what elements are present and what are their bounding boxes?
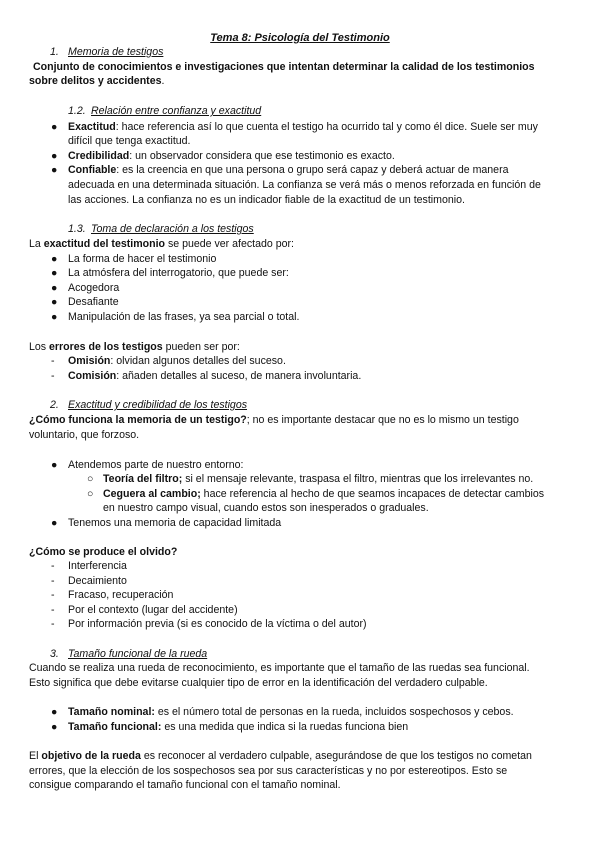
section-1-2-heading: Relación entre confianza y exactitud (91, 105, 262, 117)
dash-marker: - (51, 355, 55, 367)
list-item-memory: Tenemos una memoria de capacidad limitada (68, 517, 282, 529)
error-item-omision: Omisión: olvidan algunos detalles del suceso. (68, 355, 286, 367)
section-1-heading: Memoria de testigos (68, 46, 164, 58)
dash-marker: - (51, 560, 55, 572)
section-1-3-heading: Toma de declaración a los testigos (91, 223, 254, 235)
subitem-ceguera-cambio: Ceguera al cambio; hace referencia al hecho de que seamos incapaces de detectar cambios (103, 488, 545, 500)
section-1-intro-line-1: Conjunto de conocimientos e investigaciones que intentan determinar la calidad de los testimonios (33, 61, 535, 73)
final-paragraph-line-2: errores, que la elección de los sospechosos sea por sus características y no por estereotipos. Esto se (29, 765, 508, 777)
bullet-icon: ● (51, 311, 58, 323)
bullet-icon: ● (51, 459, 58, 471)
dash-marker: - (51, 589, 55, 601)
bullet-icon: ● (51, 121, 58, 133)
section-3-paragraph-line-2: Esto significa que debe evitarse cualquier tipo de error en la identificación del verdadero culpable. (29, 677, 488, 689)
section-1-3-lead: La exactitud del testimonio se puede ver afectado por: (29, 238, 294, 250)
section-2-number: 2. (50, 399, 59, 411)
list-item-exactitud: Exactitud: hace referencia así lo que cuenta el testigo ha ocurrido tal y como él dice. Suele ser muy (68, 121, 538, 133)
list-item: Desafiante (68, 296, 119, 308)
subitem-teoria-filtro: Teoría del filtro; si el mensaje relevante, traspasa el filtro, mientras que los irrelevantes no. (103, 473, 534, 485)
bullet-icon: ● (51, 267, 58, 279)
page-title: Tema 8: Psicología del Testimonio (210, 32, 390, 44)
section-1-3-number: 1.3. (68, 223, 86, 235)
final-paragraph-line-1: El objetivo de la rueda es reconocer al verdadero culpable, asegurándose de que los testigos no cometan (29, 750, 532, 762)
section-3-number: 3. (50, 648, 59, 660)
dash-marker: - (51, 618, 55, 630)
forget-item: Por información previa (si es conocido de la víctima o del autor) (68, 618, 367, 630)
bullet-icon: ● (51, 721, 58, 733)
error-item-comision: Comisión: añaden detalles al suceso, de manera involuntaria. (68, 370, 362, 382)
section-3-heading: Tamaño funcional de la rueda (68, 648, 208, 660)
dash-marker: - (51, 604, 55, 616)
bullet-icon: ● (51, 296, 58, 308)
section-1-2-number: 1.2. (68, 105, 86, 117)
list-item: La forma de hacer el testimonio (68, 253, 217, 265)
bullet-icon: ● (51, 706, 58, 718)
section-1-intro-line-2: sobre delitos y accidentes. (29, 75, 165, 87)
forget-question: ¿Cómo se produce el olvido? (29, 546, 178, 558)
forget-item: Decaimiento (68, 575, 127, 587)
section-3-paragraph-line-1: Cuando se realiza una rueda de reconocimiento, es importante que el tamaño de las ruedas sea funcional. (29, 662, 530, 674)
section-1-number: 1. (50, 46, 59, 58)
circle-bullet-icon: ○ (87, 488, 94, 500)
list-item-confiable: Confiable: es la creencia en que una persona o grupo será capaz y deberá actuar de manera (68, 164, 509, 176)
section-2-question-cont: voluntario, que forzoso. (29, 429, 140, 441)
bullet-icon: ● (51, 517, 58, 529)
errors-lead: Los errores de los testigos pueden ser por: (29, 341, 240, 353)
bullet-icon: ● (51, 253, 58, 265)
list-item-exactitud-cont: difícil que tenga exactitud. (68, 135, 191, 147)
list-item-attend: Atendemos parte de nuestro entorno: (68, 459, 244, 471)
forget-item: Fracaso, recuperación (68, 589, 174, 601)
list-item: La atmósfera del interrogatorio, que puede ser: (68, 267, 289, 279)
section-2-question: ¿Cómo funciona la memoria de un testigo?; no es importante destacar que no es lo mismo un testigo (29, 414, 519, 426)
subitem-ceguera-cambio-cont: en nuestro campo visual, cuando estos son inesperados o graduales. (103, 502, 429, 514)
forget-item: Por el contexto (lugar del accidente) (68, 604, 238, 616)
final-paragraph-line-3: consigue comparando el tamaño funcional con el tamaño nominal. (29, 779, 341, 791)
list-item-credibilidad: Credibilidad: un observador considera que ese testimonio es exacto. (68, 150, 395, 162)
list-item-confiable-cont-1: adecuada en una determinada situación. La confianza se verá más o menos reforzada en función de (68, 179, 541, 191)
bullet-icon: ● (51, 164, 58, 176)
dash-marker: - (51, 370, 55, 382)
list-item-tamano-funcional: Tamaño funcional: es una medida que indica si la ruedas funciona bien (68, 721, 409, 733)
list-item: Manipulación de las frases, ya sea parcial o total. (68, 311, 300, 323)
list-item-confiable-cont-2: las acciones. La confianza no es un indicador fiable de la exactitud de un testimonio. (68, 194, 465, 206)
dash-marker: - (51, 575, 55, 587)
circle-bullet-icon: ○ (87, 473, 94, 485)
bullet-icon: ● (51, 150, 58, 162)
list-item: Acogedora (68, 282, 120, 294)
bullet-icon: ● (51, 282, 58, 294)
forget-item: Interferencia (68, 560, 127, 572)
section-2-heading: Exactitud y credibilidad de los testigos (68, 399, 248, 411)
list-item-tamano-nominal: Tamaño nominal: es el número total de personas en la rueda, incluidos sospechosos y cebos. (68, 706, 514, 718)
